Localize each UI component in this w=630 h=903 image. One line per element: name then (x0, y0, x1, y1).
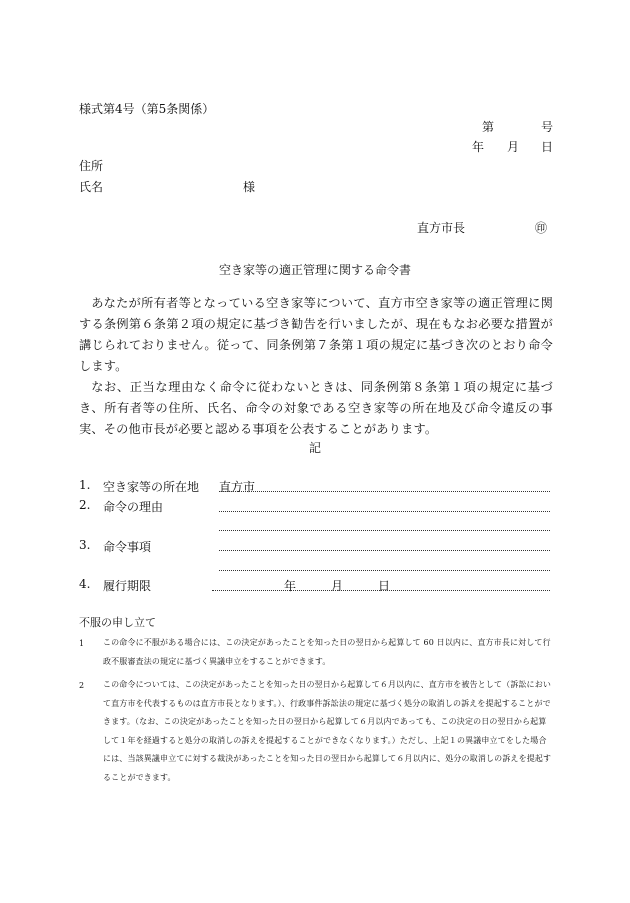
item-4-day: 日 (378, 579, 391, 593)
item-4-fill-line (212, 590, 550, 591)
item-3-fill-line-1 (219, 550, 550, 551)
item-2-fill-line-1 (219, 511, 550, 512)
item-3-number: 3. (79, 538, 91, 552)
date-month: 月 (507, 140, 520, 154)
note-1-text: この命令に不服がある場合には、この決定があったことを知った日の翌日から起算して 60 日以内に、直方市長に対して行政不服審査法の規定に基づく異議申立をすることができます。 (103, 638, 551, 666)
item-3-fill-line-2 (219, 570, 550, 571)
date-day: 日 (541, 140, 554, 154)
item-2-fill-line-2 (219, 530, 550, 531)
item-1-fill-line (219, 491, 550, 492)
name-label: 氏名 (79, 180, 104, 194)
item-2-number: 2. (79, 498, 91, 512)
issuer: 直方市長 (417, 221, 466, 235)
body-paragraph-2: なお、正当な理由なく命令に従わないときは、同条例第８条第１項の規定に基づき、所有者等の住所、氏名、命令の対象である空き家等の所在地及び命令違反の事実、その他市長が必要と認める事項を公表することがあります。 (79, 380, 553, 436)
address-label: 住所 (79, 159, 104, 173)
item-1-value: 直方市 (219, 480, 256, 494)
number-suffix: 号 (541, 120, 554, 134)
item-1-number: 1. (79, 478, 91, 492)
note-2-number: 2 (79, 681, 85, 690)
note-2-text: この命令については、この決定があったことを知った日の翌日から起算して６月以内に、直方市を被告として（訴訟において直方市を代表するものは直方市長となります。）、行政事件訴訟法の規定に基づく処分の取消しの訴えを提起することができます。（なお、この決定があったことを知った日の翌日から起算して６月以内であっても、この決定の日の翌日から起算して１年を経過すると処分の取消しの訴えを提起することができなくなります。）ただし、上記１の異議申立てをした場合には、当該異議申立てに対する裁決があったことを知った日の翌日から起算して６月以内に、処分の取消しの訴えを提起することができます。 (103, 680, 552, 782)
item-2-label: 命令の理由 (103, 500, 164, 514)
ki-label: 記 (308, 441, 321, 455)
document-title: 空き家等の適正管理に関する命令書 (218, 263, 411, 277)
number-prefix: 第 (482, 120, 495, 134)
item-4-number: 4. (79, 577, 91, 591)
note-1-number: 1 (79, 639, 85, 648)
item-3-label: 命令事項 (103, 540, 152, 554)
item-4-month: 月 (331, 579, 344, 593)
date-year: 年 (472, 140, 485, 154)
body-text (79, 293, 553, 440)
seal-mark: ㊞ (535, 221, 548, 235)
appeal-heading: 不服の申し立て (79, 616, 156, 629)
honorific: 様 (243, 180, 256, 194)
body-paragraph-1: あなたが所有者等となっている空き家等について、直方市空き家等の適正管理に関する条例第６条第２項の規定に基づき勧告を行いましたが、現在もなお必要な措置が講じられておりません。従って、同条例第７条第１項の規定に基づき次のとおり命令します。 (79, 296, 553, 373)
item-1-label: 空き家等の所在地 (103, 480, 200, 494)
form-label: 様式第4号（第5条関係） (79, 102, 215, 116)
item-4-year: 年 (284, 579, 297, 593)
item-4-label: 履行期限 (103, 579, 152, 593)
